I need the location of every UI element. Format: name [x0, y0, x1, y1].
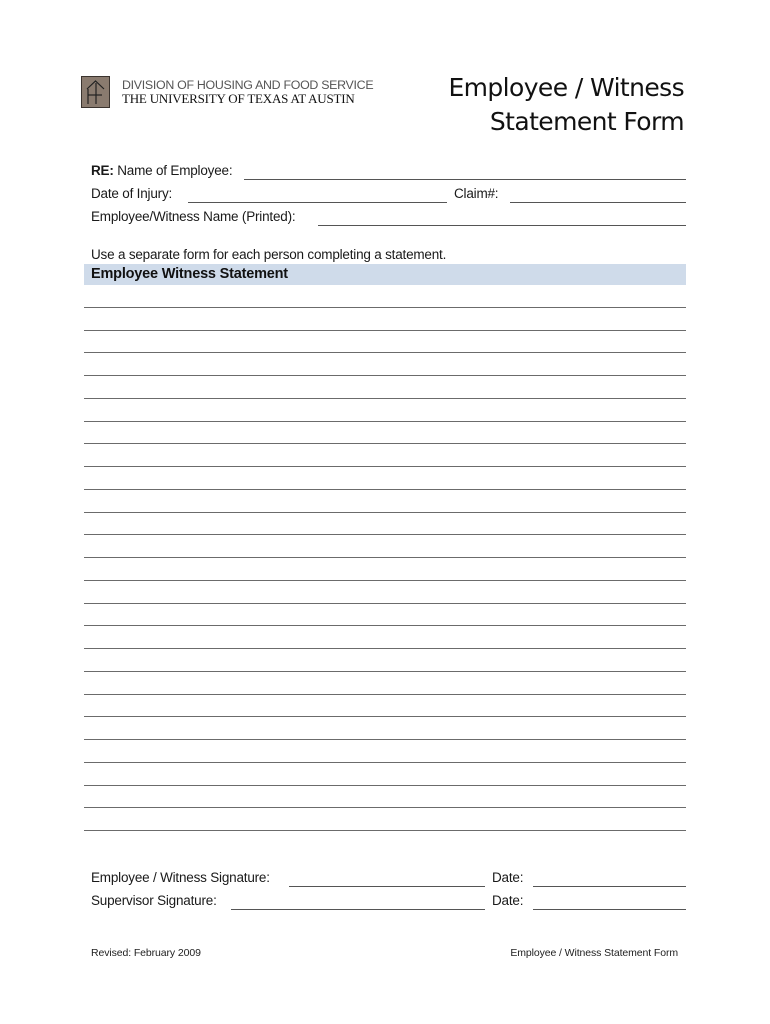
page-title-line1: Employee / Witness: [448, 73, 684, 102]
supervisor-signature-label: Supervisor Signature:: [91, 893, 217, 908]
employee-date-label: Date:: [492, 870, 524, 885]
instruction-text: Use a separate form for each person completing a statement.: [91, 247, 447, 262]
statement-line[interactable]: [84, 830, 686, 831]
claim-field[interactable]: [510, 202, 686, 203]
date-of-injury-label: Date of Injury:: [91, 186, 173, 201]
date-of-injury-field[interactable]: [188, 202, 447, 203]
statement-line[interactable]: [84, 330, 686, 331]
statement-line[interactable]: [84, 785, 686, 786]
employee-signature-label: Employee / Witness Signature:: [91, 870, 270, 885]
statement-line[interactable]: [84, 307, 686, 308]
org-division-name: DIVISION OF HOUSING AND FOOD SERVICE: [122, 78, 374, 92]
statement-line[interactable]: [84, 762, 686, 763]
witness-name-field[interactable]: [318, 225, 686, 226]
statement-heading: Employee Witness Statement: [91, 266, 288, 282]
statement-line[interactable]: [84, 648, 686, 649]
employee-name-label: RE: Name of Employee:: [91, 163, 233, 178]
statement-line[interactable]: [84, 534, 686, 535]
statement-line[interactable]: [84, 512, 686, 513]
re-prefix: RE:: [91, 163, 114, 178]
house-logo-icon: [81, 76, 110, 108]
statement-line[interactable]: [84, 375, 686, 376]
statement-line[interactable]: [84, 443, 686, 444]
supervisor-signature-field[interactable]: [231, 909, 485, 910]
statement-line[interactable]: [84, 739, 686, 740]
employee-signature-field[interactable]: [289, 886, 485, 887]
witness-name-label: Employee/Witness Name (Printed):: [91, 209, 296, 224]
statement-line[interactable]: [84, 421, 686, 422]
statement-line[interactable]: [84, 807, 686, 808]
org-university-name: THE UNIVERSITY OF TEXAS AT AUSTIN: [122, 91, 355, 106]
employee-name-field[interactable]: [244, 179, 686, 180]
statement-line[interactable]: [84, 466, 686, 467]
statement-line[interactable]: [84, 603, 686, 604]
supervisor-date-label: Date:: [492, 893, 524, 908]
statement-line[interactable]: [84, 352, 686, 353]
revised-date: Revised: February 2009: [91, 947, 201, 959]
employee-date-field[interactable]: [533, 886, 686, 887]
statement-line[interactable]: [84, 489, 686, 490]
footer-form-name: Employee / Witness Statement Form: [510, 947, 678, 959]
statement-line[interactable]: [84, 557, 686, 558]
statement-line[interactable]: [84, 671, 686, 672]
page-title-line2: Statement Form: [489, 107, 684, 136]
statement-line[interactable]: [84, 625, 686, 626]
statement-section-header: [84, 264, 686, 285]
statement-line[interactable]: [84, 716, 686, 717]
claim-label: Claim#:: [454, 186, 499, 201]
statement-line[interactable]: [84, 580, 686, 581]
statement-line[interactable]: [84, 694, 686, 695]
statement-line[interactable]: [84, 398, 686, 399]
supervisor-date-field[interactable]: [533, 909, 686, 910]
